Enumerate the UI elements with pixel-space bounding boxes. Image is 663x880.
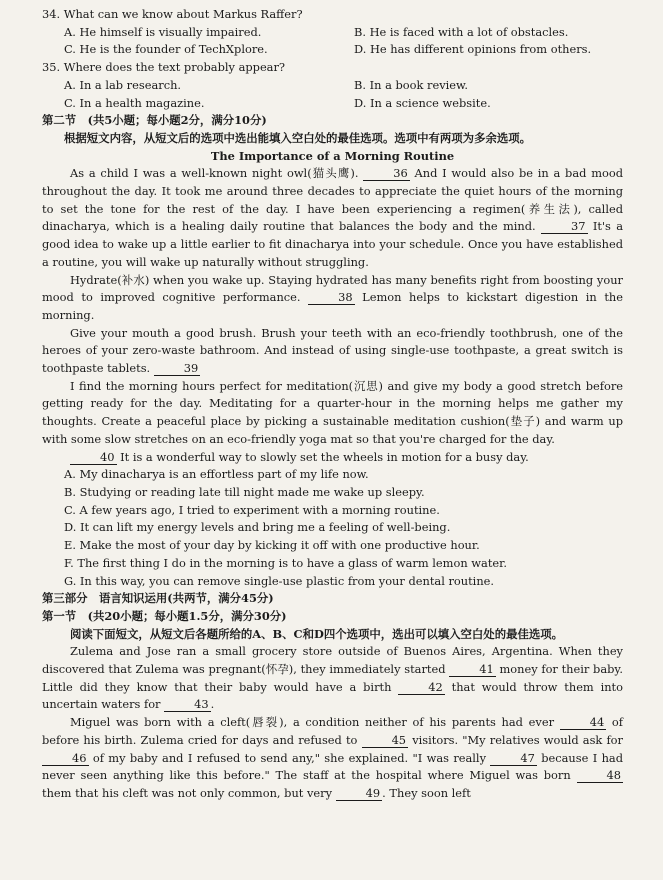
- choice-g: G. In this way, you can remove single-use plastic from your dental routine.: [64, 573, 495, 588]
- question-34-option-b: B. He is faced with a lot of obstacles.: [354, 24, 569, 39]
- passage-paragraph-2: Hydrate(补水) when you wake up. Staying hydrated has many benefits right from boosting your mood to improved cognitive performance. 38 Lemon helps to kickstart digestion in the morning.: [42, 272, 623, 322]
- question-34: [42, 6, 623, 59]
- question-35-option-b: B. In a book review.: [354, 77, 469, 92]
- cloze-paragraph-2: Miguel was born with a cleft(唇裂), a condition neither of his parents had ever 44 of before his birth. Zulema cried for days and refused to 45 visitors. "My relatives would ask for 46 of my baby and I refused to send any," she explained. "I was really 47 because I had never seen anything like this before." The staff at the hospital where Miguel was born 48 them that his cleft was not only common, but very 49 . They soon left: [42, 715, 623, 800]
- choice-d: D. It can lift my energy levels and bring me a feeling of well-being.: [64, 520, 451, 535]
- passage-paragraph-5: 40 It is a wonderful way to slowly set the wheels in motion for a busy day.: [42, 449, 623, 467]
- choice-e: E. Make the most of your day by kicking it off with one productive hour.: [64, 538, 480, 553]
- question-35-option-a: A. In a lab research.: [64, 77, 182, 92]
- question-35-option-c: C. In a health magazine.: [64, 95, 205, 110]
- question-34-options: [42, 24, 623, 59]
- blank-45: 45: [362, 734, 409, 748]
- question-35-stem: 35. Where does the text probably appear?: [42, 60, 286, 75]
- blank-47: 47: [490, 752, 537, 766]
- choice-f: F. The first thing I do in the morning is to have a glass of warm lemon water.: [64, 555, 507, 570]
- question-35-option-d: D. In a science website.: [354, 95, 491, 110]
- blank-44: 44: [560, 716, 607, 730]
- passage-paragraph-1: As a child I was a well-known night owl(猫头鹰). 36 And I would also be in a bad mood throughout the day. It took me around three decades to appreciate the quiet hours of the morning to set the tone for the rest of the day. I have been experiencing a regimen(养生法), called dinacharya, which is a healing daily routine that balances the body and the mind. 37 It's a good idea to wake up a little earlier to fit dinacharya into your schedule. Once you have established a routine, you will wake up naturally without struggling.: [42, 166, 624, 269]
- question-34-option-d: D. He has different opinions from others.: [354, 42, 592, 57]
- blank-46: 46: [42, 752, 89, 766]
- section-2-header: 第二节 (共5小题；每小题2分，满分10分): [42, 113, 267, 128]
- choice-b: B. Studying or reading late till night made me wake up sleepy.: [64, 484, 425, 499]
- question-35: [42, 59, 623, 112]
- passage-paragraph-4: I find the morning hours perfect for meditation(沉思) and give my body a good stretch before getting ready for the day. Meditating for a quarter-hour in the morning helps me gather my thoughts. Create a peaceful place by picking a sustainable meditation cushion(垫子) and warm up with some slow stretches on an eco-friendly yoga mat so that you're charged for the day.: [42, 378, 623, 446]
- passage-paragraph-3: Give your mouth a good brush. Brush your teeth with an eco-friendly toothbrush, one of the heroes of your zero-waste bathroom. And instead of using single-use toothpaste, a great switch is toothpaste tablets. 39: [42, 325, 623, 376]
- choice-a: A. My dinacharya is an effortless part of my life now.: [64, 467, 369, 482]
- blank-49: 49: [336, 787, 383, 801]
- cloze-paragraph-1: Zulema and Jose ran a small grocery store outside of Buenos Aires, Argentina. When they discovered that Zulema was pregnant(怀孕), they immediately started 41 money for their baby. Little did they know that their baby would have a birth 42 that would throw them into uncertain waters for 43 .: [42, 644, 623, 712]
- blank-37: 37: [541, 220, 588, 234]
- blank-36: 36: [363, 167, 410, 181]
- blank-41: 41: [449, 663, 496, 677]
- question-34-option-c: C. He is the founder of TechXplore.: [64, 42, 268, 57]
- part-3-instruction: 阅读下面短文，从短文后各题所给的A、B、C和D四个选项中，选出可以填入空白处的最佳选项。: [70, 626, 564, 641]
- blank-42: 42: [398, 681, 445, 695]
- blank-38: 38: [308, 291, 355, 305]
- blank-48: 48: [577, 769, 624, 783]
- blank-40: 40: [70, 451, 117, 465]
- blank-43: 43: [164, 698, 211, 712]
- part-3-subheader: 第一节 (共20小题；每小题1.5分，满分30分): [42, 608, 287, 623]
- part-3-header: 第三部分 语言知识运用(共两节，满分45分): [42, 591, 274, 606]
- answer-choices: [42, 466, 623, 590]
- choice-c: C. A few years ago, I tried to experiment with a morning routine.: [64, 502, 440, 517]
- question-34-stem: 34. What can we know about Markus Raffer?: [42, 7, 303, 21]
- section-2-instruction: 根据短文内容，从短文后的选项中选出能填入空白处的最佳选项。选项中有两项为多余选项。: [64, 130, 532, 145]
- passage-title: The Importance of a Morning Routine: [210, 148, 455, 163]
- blank-39: 39: [154, 362, 201, 376]
- question-35-options: [42, 77, 623, 112]
- question-34-option-a: A. He himself is visually impaired.: [64, 24, 262, 39]
